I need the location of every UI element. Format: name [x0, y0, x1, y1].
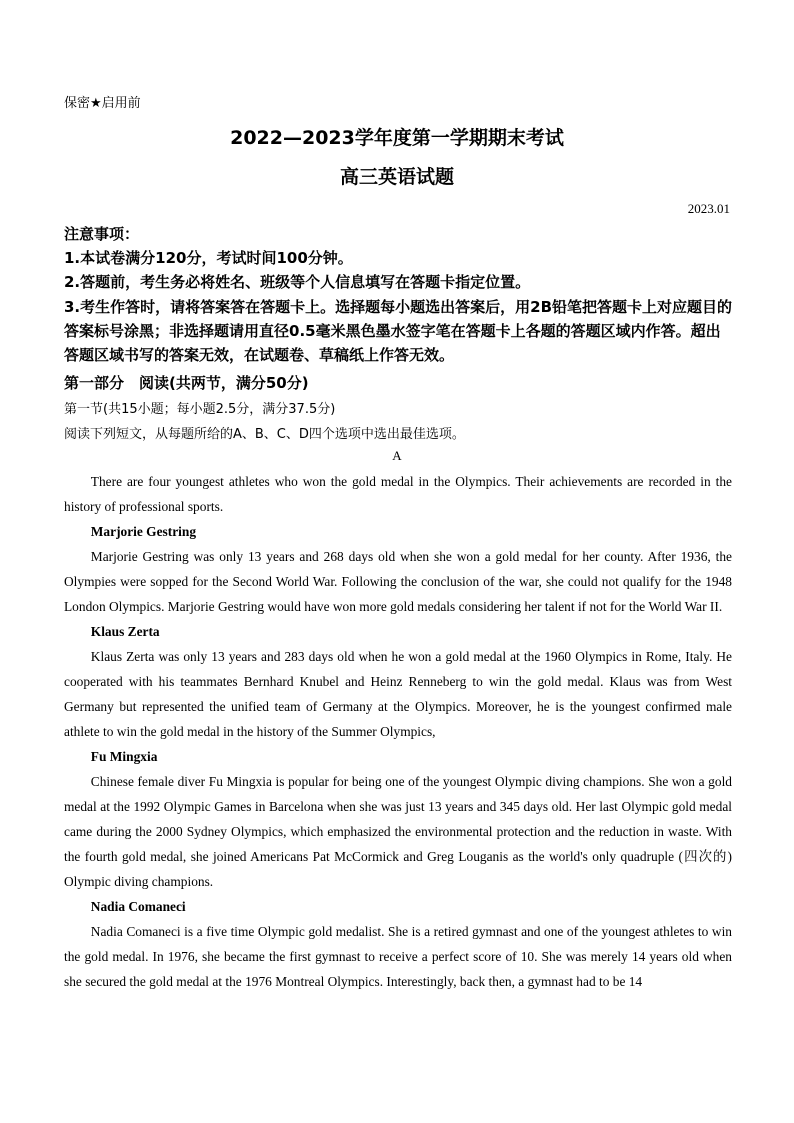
- athlete-name: Fu Mingxia: [90, 749, 158, 764]
- athlete-paragraph: Chinese female diver Fu Mingxia is popular for being one of the youngest Olympic diving champions. She won a gold medal at the 1992 Olympic Games in Barcelona when she was just 13 years and 345 days old. Her last Olympic gold medal came during the 2000 Sydney Olympics, which emphasized the environmental protection and the reduction in waste. With the fourth gold medal, she joined Americans Pat McCormick and Greg Louganis as the world's only quadruple (四次的) Olympic diving champions.: [64, 774, 732, 889]
- section-title: 第一部分 阅读(共两节，满分50分): [64, 374, 309, 392]
- passage-letter: A: [392, 448, 402, 463]
- athlete-paragraph: Marjorie Gestring was only 13 years and 268 days old when she won a gold medal for her county. After 1936, the Olympies were sopped for the Second World War. Following the conclusion of the war, she could not qualify for the 1948 London Olympics. Marjorie Gestring would have won more gold medals considering her talent if not for the World War II.: [64, 549, 732, 614]
- passage-intro: There are four youngest athletes who won the gold medal in the Olympics. Their achievements are recorded in the history of professional sports.: [64, 474, 732, 514]
- exam-title: 2022—2023学年度第一学期期末考试: [230, 127, 564, 149]
- confidential-label: 保密★启用前: [64, 96, 141, 111]
- passage-body: [64, 469, 732, 994]
- notes-item-2: 2.答题前，考生务必将姓名、班级等个人信息填写在答题卡指定位置。: [64, 273, 531, 292]
- athlete-paragraph: Nadia Comaneci is a five time Olympic gold medalist. She is a retired gymnast and one of the youngest athletes to win the gold medal. In 1976, she became the first gymnast to receive a perfect score of 10. She was merely 14 years old when she secured the gold medal at the 1976 Montreal Olympics. Interestingly, back then, a gymnast had to be 14: [64, 924, 732, 989]
- athlete-name: Nadia Comaneci: [90, 899, 186, 914]
- athlete-paragraph: Klaus Zerta was only 13 years and 283 days old when he won a gold medal at the 1960 Olympics in Rome, Italy. He cooperated with his teammates Bernhard Knubel and Heinz Renneberg to win the gold medal. Klaus was from West Germany but represented the unified team of Germany at the Olympics. Moreover, he is the youngest confirmed male athlete to win the gold medal in the history of the Summer Olympics,: [64, 649, 732, 739]
- notes-item-1: 1.本试卷满分120分，考试时间100分钟。: [64, 249, 353, 268]
- exam-subtitle: 高三英语试题: [339, 166, 454, 188]
- notes-block: [64, 222, 732, 367]
- section-subtitle: 第一节(共15小题；每小题2.5分，满分37.5分): [64, 402, 336, 417]
- section-instruction: 阅读下列短文，从每题所给的A、B、C、D四个选项中选出最佳选项。: [64, 427, 465, 442]
- athlete-name: Klaus Zerta: [90, 624, 160, 639]
- notes-heading: 注意事项：: [64, 225, 140, 243]
- notes-item-3: 3.考生作答时，请将答案答在答题卡上。选择题每小题选出答案后，用2B铅笔把答题卡上对应题目的答案标号涂黑；非选择题请用直径0.5毫米黑色墨水签字笔在答题卡上各题的答题区域内作答。超出答题区域书写的答案无效，在试题卷、草稿纸上作答无效。: [64, 297, 733, 365]
- athlete-name: Marjorie Gestring: [90, 524, 197, 539]
- exam-date: 2023.01: [687, 201, 730, 216]
